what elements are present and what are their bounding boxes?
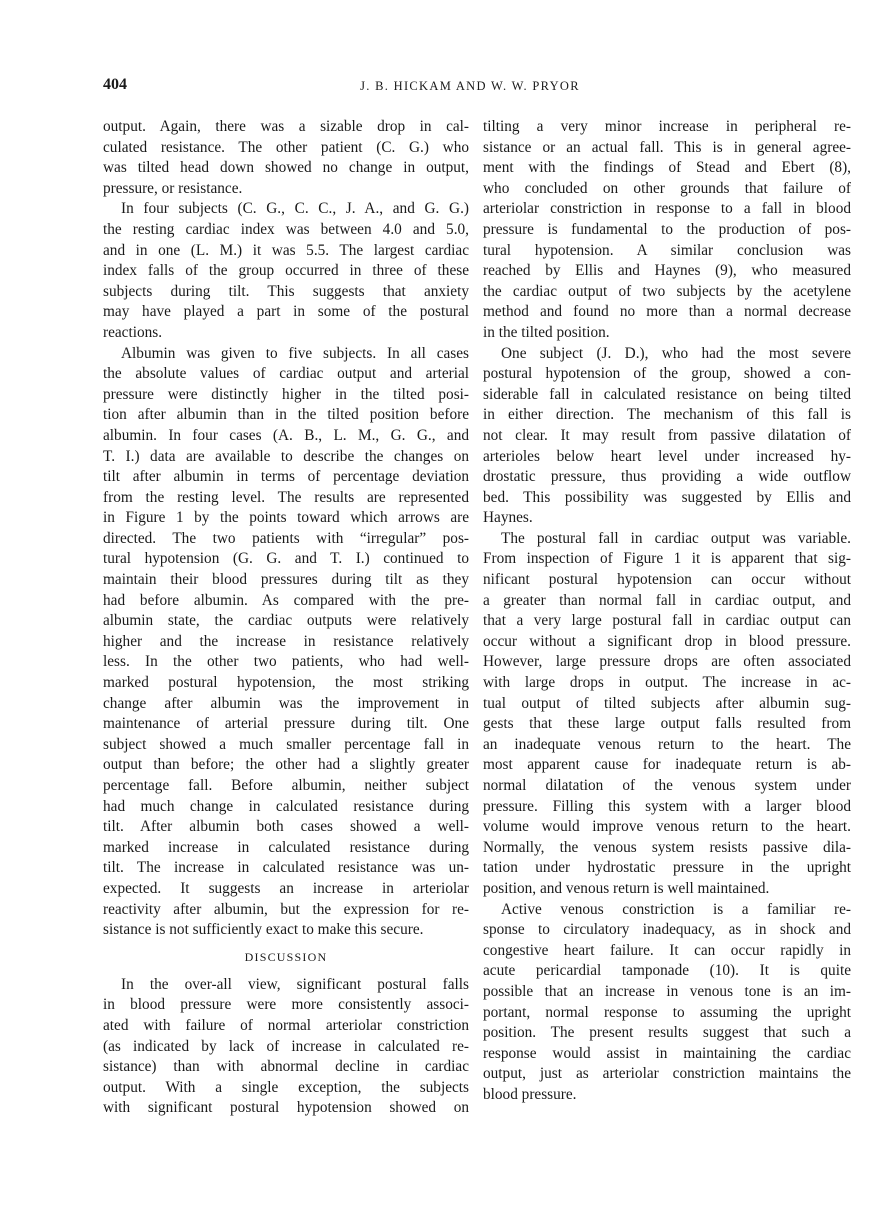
running-head: J. B. HICKAM AND W. W. PRYOR	[360, 79, 580, 93]
text-line: may have played a part in some of the postural	[103, 303, 469, 321]
text-line: that a very large postural fall in cardiac output can	[483, 612, 851, 630]
text-line: culated resistance. The other patient (C. G.) who	[103, 138, 469, 156]
text-line: directed. The two patients with “irregular” pos-	[103, 529, 469, 547]
text-line: ated with failure of normal arteriolar constriction	[103, 1016, 469, 1034]
text-line: arteriolar constriction in response to a fall in blood	[483, 200, 851, 218]
text-line: T. I.) data are available to describe the changes on	[103, 447, 469, 465]
text-line: sponse to circulatory inadequacy, as in shock and	[483, 921, 851, 939]
text-line: tation under hydrostatic pressure in the upright	[483, 859, 851, 877]
text-line: sistance is not sufficiently exact to make this secure.	[103, 921, 424, 939]
text-line: the cardiac output of two subjects by the acetylene	[483, 282, 851, 300]
text-line: bed. This possibility was suggested by Ellis and	[483, 488, 851, 506]
text-line: The postural fall in cardiac output was variable.	[501, 529, 851, 547]
text-line: change after albumin was the improvement in	[103, 694, 469, 712]
paragraph	[103, 975, 469, 1119]
text-line: possible that an increase in venous tone is an im-	[483, 982, 851, 1000]
text-line: output. With a single exception, the subjects	[103, 1078, 469, 1096]
text-line: sistance) than with abnormal decline in cardiac	[103, 1058, 469, 1076]
text-line: tilt after albumin in terms of percentage deviation	[103, 468, 469, 486]
paragraph	[483, 900, 851, 1106]
text-line: pressure is fundamental to the production of pos-	[483, 220, 851, 238]
text-line: reached by Ellis and Haynes (9), who measured	[483, 262, 851, 280]
text-line: not clear. It may result from passive dilatation of	[483, 426, 851, 444]
text-line: One subject (J. D.), who had the most severe	[501, 344, 851, 362]
text-line: In the over-all view, significant postural falls	[121, 975, 469, 993]
text-line: nificant postural hypotension can occur without	[483, 571, 851, 589]
text-line: maintenance of arterial pressure during tilt. One	[103, 715, 469, 733]
text-line: tilt. The increase in calculated resistance was un-	[103, 859, 469, 877]
text-line: method and found no more than a normal decrease	[483, 303, 851, 321]
right-column	[483, 117, 851, 1106]
text-line: acute pericardial tamponade (10). It is quite	[483, 962, 851, 980]
text-line: Albumin was given to five subjects. In all cases	[121, 344, 469, 362]
text-line: Haynes.	[483, 509, 533, 527]
text-line: postural hypotension of the group, showed a con-	[483, 365, 851, 383]
paragraph	[103, 117, 469, 199]
text-line: was tilted head down showed no change in output,	[103, 159, 469, 177]
text-line: albumin state, the cardiac outputs were relatively	[103, 612, 469, 630]
text-line: Active venous constriction is a familiar re-	[501, 900, 851, 918]
text-line: siderable fall in calculated resistance on being tilted	[483, 385, 851, 403]
text-line: the absolute values of cardiac output and arterial	[103, 365, 469, 383]
text-line: position, and venous return is well maintained.	[483, 879, 770, 897]
text-line: subjects during tilt. This suggests that anxiety	[103, 282, 469, 300]
text-line: volume would improve venous return to the heart.	[483, 818, 851, 836]
text-line: had much change in calculated resistance during	[103, 797, 469, 815]
text-line: reactivity after albumin, but the expression for re-	[103, 900, 469, 918]
text-line: normal dilatation of the venous system under	[483, 777, 851, 794]
text-line: less. In the other two patients, who had well-	[103, 653, 469, 671]
text-line: position. The present results suggest that such a	[483, 1024, 851, 1042]
text-line: with large drops in output. The increase in ac-	[483, 674, 851, 692]
text-line: expected. It suggests an increase in arteriolar	[103, 879, 469, 897]
text-line: reactions.	[103, 323, 163, 341]
text-line: most apparent cause for inadequate return is ab-	[483, 756, 851, 774]
text-line: ment with the findings of Stead and Ebert (8),	[483, 159, 851, 177]
text-line: marked postural hypotension, the most striking	[103, 674, 469, 692]
text-line: albumin. In four cases (A. B., L. M., G. G., and	[103, 426, 469, 444]
text-line: response would assist in maintaining the cardiac	[483, 1044, 851, 1062]
text-line: tion after albumin than in the tilted position before	[103, 406, 469, 424]
text-line: tural hypotension (G. G. and T. I.) continued to	[103, 550, 469, 568]
paragraph	[483, 529, 851, 900]
paragraph	[483, 117, 851, 344]
text-line: (as indicated by lack of increase in calculated re-	[103, 1037, 469, 1055]
text-line: percentage fall. Before albumin, neither subject	[103, 777, 469, 794]
text-line: in the tilted position.	[483, 323, 610, 341]
paragraph	[483, 344, 851, 529]
text-line: output. Again, there was a sizable drop in cal-	[103, 118, 469, 135]
text-line: pressure. Filling this system with a larger blood	[483, 797, 851, 815]
text-line: gests that these large output falls resulted from	[483, 715, 851, 733]
text-line: blood pressure.	[483, 1085, 577, 1103]
text-line: arterioles below heart level under increased hy-	[483, 447, 851, 465]
section-heading: DISCUSSION	[244, 949, 328, 964]
text-line: tilt. After albumin both cases showed a well-	[103, 818, 469, 836]
text-line: from the resting level. The results are represented	[103, 488, 469, 506]
text-line: who concluded on other grounds that failure of	[483, 179, 851, 197]
text-line: pressure, or resistance.	[103, 179, 243, 197]
text-line: index falls of the group occurred in three of these	[103, 262, 469, 280]
paragraph	[103, 199, 469, 343]
text-line: in Figure 1 by the points toward which arrows are	[103, 509, 469, 527]
text-line: pressure were distinctly higher in the tilted posi-	[103, 385, 469, 403]
text-line: marked increase in calculated resistance during	[103, 838, 469, 856]
text-line: a greater than normal fall in cardiac output, and	[483, 591, 851, 609]
page-number: 404	[103, 76, 127, 93]
text-line: Normally, the venous system resists passive dila-	[483, 838, 851, 856]
text-line: maintain their blood pressures during tilt as they	[103, 571, 469, 589]
text-line: portant, normal response to assuming the upright	[483, 1003, 851, 1021]
text-line: in either direction. The mechanism of this fall is	[483, 406, 851, 424]
paragraph	[103, 344, 469, 941]
text-line: drostatic pressure, thus providing a wide outflow	[483, 468, 851, 486]
text-line: tual output of tilted subjects after albumin sug-	[483, 694, 851, 712]
text-line: an inadequate venous return to the heart. The	[483, 735, 851, 753]
text-line: output than before; the other had a slightly greater	[103, 756, 469, 774]
text-line: From inspection of Figure 1 it is apparent that sig-	[483, 550, 851, 568]
text-line: higher and the increase in resistance relatively	[103, 632, 469, 650]
text-line: congestive heart failure. It can occur rapidly in	[483, 941, 851, 959]
text-line: with significant postural hypotension showed on	[103, 1099, 469, 1117]
text-line: subject showed a much smaller percentage fall in	[103, 735, 469, 753]
text-line: output, just as arteriolar constriction maintains the	[483, 1065, 851, 1083]
text-line: in blood pressure were more consistently associ-	[103, 996, 469, 1014]
text-line: and in one (L. M.) it was 5.5. The largest cardiac	[103, 241, 469, 259]
text-line: the resting cardiac index was between 4.0 and 5.0,	[103, 220, 469, 238]
text-line: occur without a significant drop in blood pressure.	[483, 632, 851, 650]
text-line: However, large pressure drops are often associated	[483, 653, 851, 671]
text-line: had before albumin. As compared with the pre-	[103, 591, 469, 609]
text-line: In four subjects (C. G., C. C., J. A., and G. G.)	[121, 200, 469, 218]
text-line: sistance or an actual fall. This is in general agree-	[483, 138, 851, 156]
text-line: tural hypotension. A similar conclusion was	[483, 241, 851, 259]
left-column	[103, 117, 469, 1119]
text-line: tilting a very minor increase in peripheral re-	[483, 118, 851, 135]
